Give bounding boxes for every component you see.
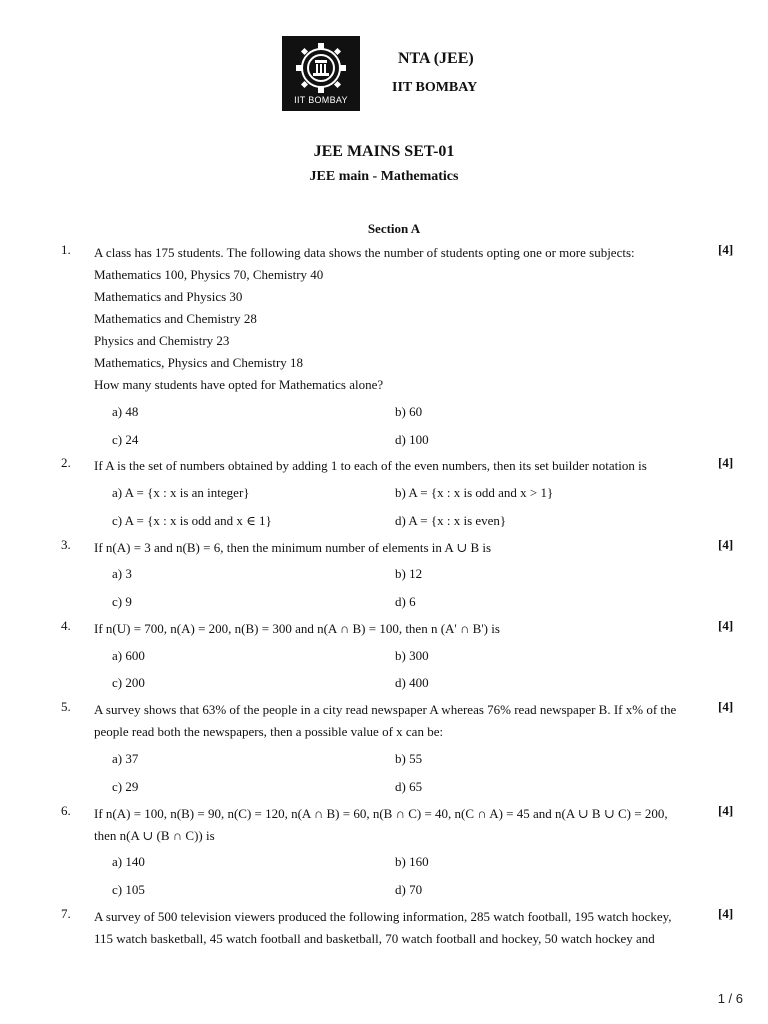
- option-d: d) A = {x : x is even}: [395, 513, 507, 528]
- question-line: Physics and Chemistry 23: [94, 333, 230, 348]
- question-text: [94, 455, 706, 477]
- option-c: c) 24: [112, 432, 139, 447]
- option-b: b) 55: [395, 751, 423, 766]
- paper-title: JEE MAINS SET-01: [313, 143, 455, 160]
- question-line: people read both the newspapers, then a possible value of x can be:: [94, 724, 444, 739]
- question-line: Mathematics and Chemistry 28: [94, 311, 257, 326]
- question-marks: [4]: [718, 803, 734, 818]
- question-line: If n(U) = 700, n(A) = 200, n(B) = 300 and n(A ∩ B) = 100, then n (A' ∩ B') is: [94, 621, 500, 636]
- institute-heading: IIT BOMBAY: [392, 80, 478, 95]
- option-d: d) 65: [395, 779, 423, 794]
- question-line: If n(A) = 100, n(B) = 90, n(C) = 120, n(A ∩ B) = 60, n(B ∩ C) = 40, n(C ∩ A) = 45 and n(A ∪ B ∪ C) = 200,: [94, 806, 668, 821]
- option-b: b) A = {x : x is odd and x > 1}: [395, 485, 554, 500]
- option-a: a) 37: [112, 751, 139, 766]
- option-d: d) 400: [395, 675, 429, 690]
- question-line: Mathematics, Physics and Chemistry 18: [94, 355, 304, 370]
- paper-subtitle: JEE main - Mathematics: [309, 169, 459, 184]
- question-text: [94, 618, 706, 640]
- question-line: A survey shows that 63% of the people in a city read newspaper A whereas 76% read newspaper B. If x% of the: [94, 702, 677, 717]
- iit-bombay-logo: [282, 36, 360, 111]
- option-d: d) 70: [395, 882, 423, 897]
- question-line: A survey of 500 television viewers produced the following information, 285 watch football, 195 watch hockey,: [94, 909, 672, 924]
- option-a: a) A = {x : x is an integer}: [112, 485, 250, 500]
- question-marks: [4]: [718, 242, 734, 257]
- question-number: 1.: [61, 242, 71, 257]
- question-marks: [4]: [718, 699, 734, 714]
- question-line: 115 watch basketball, 45 watch football and basketball, 70 watch football and hockey, 50 watch hockey and: [94, 931, 655, 946]
- exam-body-heading: NTA (JEE): [398, 50, 474, 67]
- question-text: [94, 699, 706, 743]
- question-number: 4.: [61, 618, 71, 633]
- option-c: c) 200: [112, 675, 145, 690]
- question-marks: [4]: [718, 537, 734, 552]
- logo-caption: IIT BOMBAY: [294, 95, 348, 105]
- question-marks: [4]: [718, 906, 734, 921]
- option-d: d) 100: [395, 432, 429, 447]
- option-c: c) 29: [112, 779, 139, 794]
- option-b: b) 160: [395, 854, 429, 869]
- option-a: a) 48: [112, 404, 139, 419]
- question-number: 5.: [61, 699, 71, 714]
- section-heading: Section A: [367, 221, 421, 236]
- question-number: 7.: [61, 906, 71, 921]
- question-line: A class has 175 students. The following data shows the number of students opting one or more subjects:: [94, 245, 635, 260]
- option-c: c) 9: [112, 594, 132, 609]
- option-b: b) 300: [395, 648, 429, 663]
- option-a: a) 140: [112, 854, 145, 869]
- question-text: [94, 803, 706, 847]
- question-marks: [4]: [718, 455, 734, 470]
- option-a: a) 600: [112, 648, 145, 663]
- question-line: Mathematics and Physics 30: [94, 289, 243, 304]
- gear-emblem-icon: [291, 40, 351, 96]
- question-number: 6.: [61, 803, 71, 818]
- question-line: Mathematics 100, Physics 70, Chemistry 40: [94, 267, 324, 282]
- option-b: b) 60: [395, 404, 423, 419]
- question-text: [94, 242, 706, 396]
- option-b: b) 12: [395, 566, 423, 581]
- page-number: 1 / 6: [717, 991, 743, 1006]
- question-line: If n(A) = 3 and n(B) = 6, then the minimum number of elements in A ∪ B is: [94, 540, 492, 555]
- question-line: then n(A ∪ (B ∩ C)) is: [94, 828, 215, 843]
- option-d: d) 6: [395, 594, 416, 609]
- question-text: [94, 906, 706, 950]
- question-number: 3.: [61, 537, 71, 552]
- option-a: a) 3: [112, 566, 132, 581]
- question-line: How many students have opted for Mathematics alone?: [94, 377, 384, 392]
- question-number: 2.: [61, 455, 71, 470]
- question-line: If A is the set of numbers obtained by adding 1 to each of the even numbers, then its set builder notation is: [94, 458, 647, 473]
- option-c: c) A = {x : x is odd and x ∈ 1}: [112, 513, 272, 528]
- question-marks: [4]: [718, 618, 734, 633]
- question-text: [94, 537, 706, 559]
- option-c: c) 105: [112, 882, 145, 897]
